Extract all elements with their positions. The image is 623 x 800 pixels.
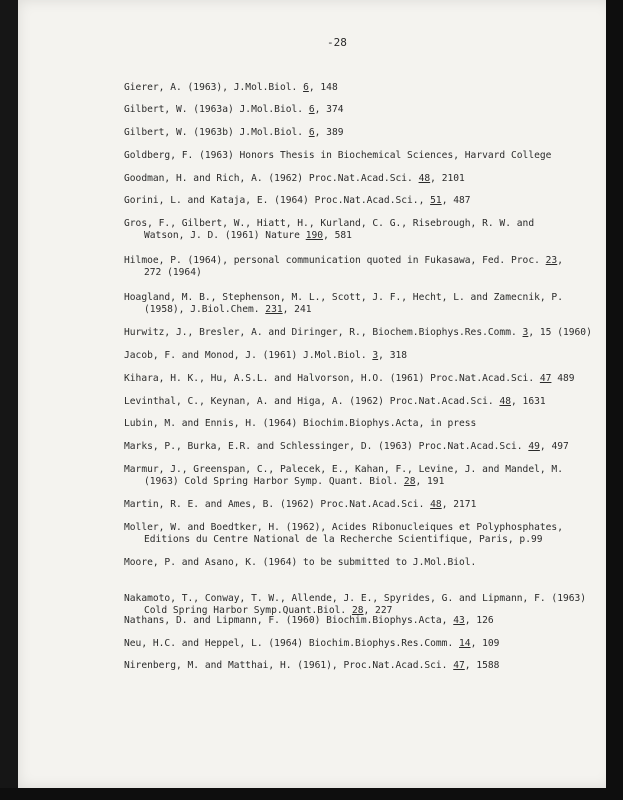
reference-text: Hoagland, M. B., Stephenson, M. L., Scott, J. F., Hecht, L. and Zamecnik, P. xyxy=(124,292,563,303)
scan-right-border xyxy=(606,0,623,800)
volume-number: 231 xyxy=(265,304,283,316)
reference-text: Goldberg, F. (1963) Honors Thesis in Biochemical Sciences, Harvard College xyxy=(124,150,552,161)
page-number: -28 xyxy=(327,36,347,49)
volume-number: 28 xyxy=(403,476,416,488)
reference-text: Hurwitz, J., Bresler, A. and Diringer, R., Biochem.Biophys.Res.Comm. xyxy=(124,327,523,338)
reference-text: Cold Spring Harbor Symp.Quant.Biol. xyxy=(144,605,352,617)
reference-entry xyxy=(124,82,338,94)
reference-continuation xyxy=(124,267,563,279)
reference-text: , 126 xyxy=(464,615,494,626)
reference-text: Hilmoe, P. (1964), personal communication quoted in Fukasawa, Fed. Proc. xyxy=(124,255,546,266)
reference-text: Editions du Centre National de la Recherche Scientifique, Paris, p.99 xyxy=(144,534,543,546)
volume-number: 48 xyxy=(430,499,442,510)
reference-text: Lubin, M. and Ennis, H. (1964) Biochim.Biophys.Acta, in press xyxy=(124,418,477,429)
reference-continuation xyxy=(124,230,534,242)
reference-entry xyxy=(124,418,476,430)
reference-entry xyxy=(124,218,534,243)
volume-number: 23 xyxy=(545,255,558,266)
reference-entry xyxy=(124,195,471,207)
reference-entry xyxy=(124,255,563,280)
volume-number: 6 xyxy=(303,82,309,93)
volume-number: 47 xyxy=(539,373,552,384)
reference-continuation xyxy=(124,304,563,316)
reference-continuation xyxy=(124,476,563,488)
reference-text: Levinthal, C., Keynan, A. and Higa, A. (1962) Proc.Nat.Acad.Sci. xyxy=(124,396,500,407)
reference-entry xyxy=(124,150,551,162)
reference-text: , 487 xyxy=(441,195,471,206)
reference-continuation xyxy=(124,534,563,546)
reference-entry xyxy=(124,499,476,511)
reference-text: , 318 xyxy=(378,350,408,361)
reference-entry xyxy=(124,660,499,672)
reference-text: , 2101 xyxy=(430,173,465,184)
reference-text: Goodman, H. and Rich, A. (1962) Proc.Nat.Acad.Sci. xyxy=(124,173,419,184)
reference-text: Gilbert, W. (1963b) J.Mol.Biol. xyxy=(124,127,309,138)
reference-text: Martin, R. E. and Ames, B. (1962) Proc.Nat.Acad.Sci. xyxy=(124,499,431,510)
volume-number: 43 xyxy=(453,615,465,626)
reference-text: Moller, W. and Boedtker, H. (1962), Acides Ribonucleiques et Polyphosphates, xyxy=(124,522,563,533)
reference-text: , 497 xyxy=(539,441,569,452)
reference-entry xyxy=(124,127,344,139)
reference-entry xyxy=(124,557,476,569)
volume-number: 48 xyxy=(418,173,431,184)
reference-text: Nakamoto, T., Conway, T. W., Allende, J. E., Spyrides, G. and Lipmann, F. (1963) xyxy=(124,593,587,604)
reference-text: , 389 xyxy=(314,127,344,138)
reference-text: , 109 xyxy=(470,638,500,649)
reference-text: Marmur, J., Greenspan, C., Palecek, E., Kahan, F., Levine, J. and Mandel, M. xyxy=(124,464,563,475)
reference-text: , 2171 xyxy=(441,499,477,510)
reference-text: , 1631 xyxy=(511,396,546,407)
scan-bottom-border xyxy=(0,788,623,800)
volume-number: 51 xyxy=(430,195,442,206)
reference-text: 489 xyxy=(551,373,575,384)
reference-entry xyxy=(124,441,569,453)
reference-text: Gorini, L. and Kataja, E. (1964) Proc.Nat.Acad.Sci., xyxy=(124,195,431,206)
reference-text: (1958), J.Biol.Chem. xyxy=(144,304,266,316)
reference-text: , 581 xyxy=(323,230,352,242)
reference-text: Moore, P. and Asano, K. (1964) to be submitted to J.Mol.Biol. xyxy=(124,557,477,568)
reference-entry xyxy=(124,350,407,362)
reference-text: 272 (1964) xyxy=(144,267,202,279)
scan-left-border xyxy=(0,0,18,800)
document-page xyxy=(18,0,612,788)
volume-number: 28 xyxy=(351,605,364,617)
reference-text: , 374 xyxy=(314,104,344,115)
volume-number: 6 xyxy=(308,127,315,138)
reference-text: Jacob, F. and Monod, J. (1961) J.Mol.Biol. xyxy=(124,350,373,361)
reference-entry xyxy=(124,638,499,650)
reference-text: Gros, F., Gilbert, W., Hiatt, H., Kurland, C. G., Risebrough, R. W. and xyxy=(124,218,535,229)
reference-text: , 191 xyxy=(415,476,445,488)
reference-entry xyxy=(124,327,592,339)
reference-text: Nathans, D. and Lipmann, F. (1960) Biochim.Biophys.Acta, xyxy=(124,615,454,626)
volume-number: 49 xyxy=(528,441,540,452)
reference-text: Gilbert, W. (1963a) J.Mol.Biol. xyxy=(124,104,309,115)
volume-number: 14 xyxy=(459,638,471,649)
reference-text: Nirenberg, M. and Matthai, H. (1961), Proc.Nat.Acad.Sci. xyxy=(124,660,454,671)
volume-number: 3 xyxy=(522,327,529,338)
reference-text: , 1588 xyxy=(464,660,500,671)
reference-entry xyxy=(124,396,546,408)
volume-number: 47 xyxy=(453,660,465,671)
reference-entry xyxy=(124,373,575,385)
reference-text: , xyxy=(557,255,563,266)
volume-number: 190 xyxy=(305,230,324,242)
reference-text: Kihara, H. K., Hu, A.S.L. and Halvorson, H.O. (1961) Proc.Nat.Acad.Sci. xyxy=(124,373,540,384)
reference-entry xyxy=(124,615,494,627)
reference-entry xyxy=(124,522,563,547)
volume-number: 48 xyxy=(499,396,511,407)
volume-number: 3 xyxy=(372,350,379,361)
reference-text: Neu, H.C. and Heppel, L. (1964) Biochim.Biophys.Res.Comm. xyxy=(124,638,460,649)
reference-entry xyxy=(124,292,563,317)
reference-text: , 148 xyxy=(308,82,338,93)
reference-entry xyxy=(124,104,344,116)
reference-text: Watson, J. D. (1961) Nature xyxy=(144,230,306,242)
reference-text: , 227 xyxy=(363,605,393,617)
reference-text: Gierer, A. (1963), J.Mol.Biol. xyxy=(124,82,304,93)
reference-text: , 241 xyxy=(282,304,312,316)
reference-entry xyxy=(124,173,465,185)
reference-text: , 15 (1960) xyxy=(528,327,592,338)
reference-text: Marks, P., Burka, E.R. and Schlessinger, D. (1963) Proc.Nat.Acad.Sci. xyxy=(124,441,529,452)
reference-text: (1963) Cold Spring Harbor Symp. Quant. Biol. xyxy=(144,476,404,488)
volume-number: 6 xyxy=(308,104,315,115)
reference-entry xyxy=(124,464,563,489)
